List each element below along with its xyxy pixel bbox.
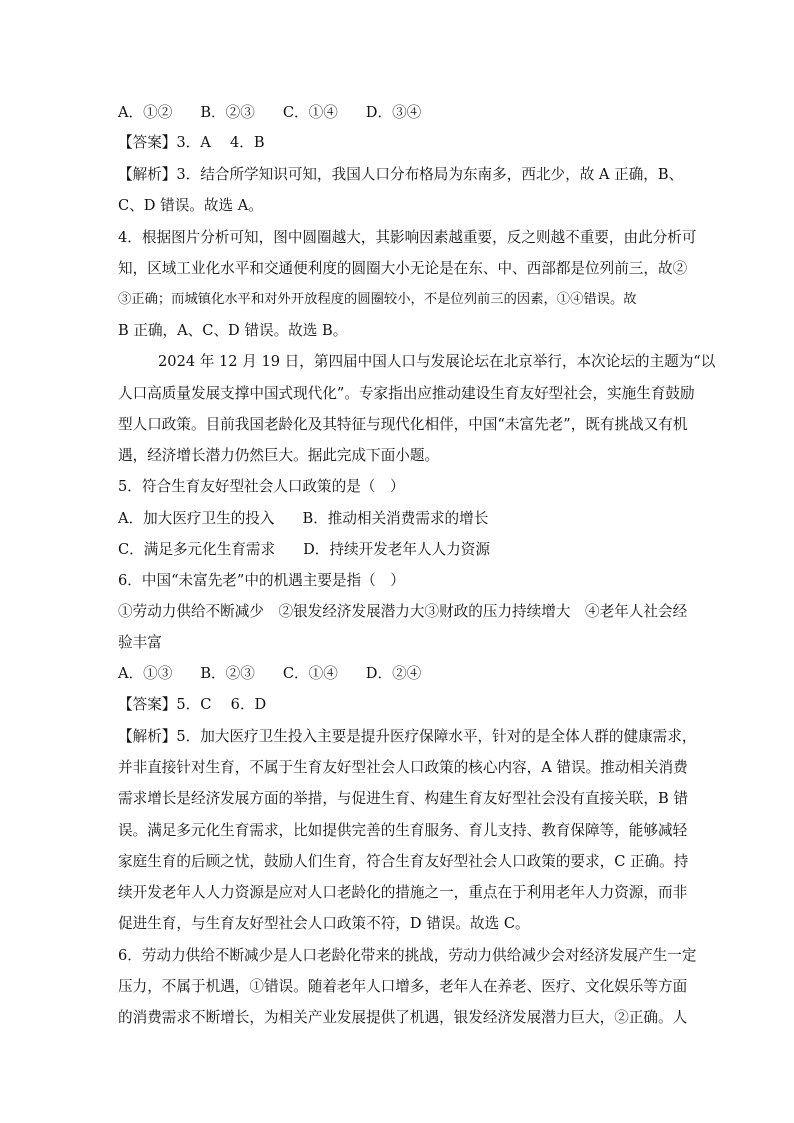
analysis-line: 家庭生育的后顾之忧，鼓励人们生育，符合生育友好型社会人口政策的要求，C 正确。持 xyxy=(118,853,689,870)
passage-line: 型人口政策。目前我国老龄化及其特征与现代化相伴，中国“未富先老”，既有挑战又有机 xyxy=(118,416,688,433)
option-d: D．③④ xyxy=(365,104,422,121)
analysis-line: 误。满足多元化生育需求，比如提供完善的生育服务、育儿支持、教育保障等，能够减轻 xyxy=(118,822,688,839)
analysis-line: 6．劳动力供给不断减少是人口老龄化带来的挑战，劳动力供给减少会对经济发展产生一定 xyxy=(118,947,697,964)
options-line-q6 xyxy=(118,664,421,684)
analysis-line: 压力，不属于机遇，①错误。随着老年人口增多，老年人在养老、医疗、文化娱乐等方面 xyxy=(118,978,688,995)
answer-line: 【答案】3．A 4．B xyxy=(118,134,265,151)
option-b: B．②③ xyxy=(200,665,255,682)
analysis-line: 促进生育，与生育友好型社会人口政策不符，D 错误。故选 C。 xyxy=(118,915,530,932)
option-d: D．持续开发老年人人力资源 xyxy=(303,541,490,558)
option-a: A．加大医疗卫生的投入 xyxy=(118,510,275,527)
analysis-line: 【解析】5．加大医疗卫生投入主要是提升医疗保障水平，针对的是全体人群的健康需求， xyxy=(118,728,697,745)
analysis-line: 需求增长是经济发展方面的举措，与促进生育、构建生育友好型社会没有直接关联，B 错 xyxy=(118,790,688,807)
question-6-statements: 验丰富 xyxy=(118,634,162,651)
options-line-q5-cd xyxy=(118,540,490,560)
passage-line: 遇，经济增长潜力仍然巨大。据此完成下面小题。 xyxy=(118,447,440,464)
passage-line: 人口高质量发展支撑中国式现代化”。专家指出应推动建设生育友好型社会，实施生育鼓励 xyxy=(118,385,695,402)
option-c: C．满足多元化生育需求 xyxy=(118,541,276,558)
question-5: 5．符合生育友好型社会人口政策的是（ ） xyxy=(118,478,405,495)
options-line-q1-2 xyxy=(118,103,421,123)
option-a: A．①② xyxy=(118,104,173,121)
analysis-line: C、D 错误。故选 A。 xyxy=(118,197,263,214)
analysis-line: 4．根据图片分析可知，图中圆圈越大，其影响因素越重要，反之则越不重要，由此分析可 xyxy=(118,229,697,246)
option-c: C．①④ xyxy=(282,104,338,121)
answer-line: 【答案】5．C 6．D xyxy=(118,696,267,713)
analysis-line: ③正确；而城镇化水平和对外开放程度的圆圈较小，不是位列前三的因素，①④错误。故 xyxy=(118,292,637,307)
question-6-statements: ①劳动力供给不断减少 ②银发经济发展潜力大③财政的压力持续增大 ④老年人社会经 xyxy=(118,603,688,620)
analysis-line: 【解析】3．结合所学知识可知，我国人口分布格局为东南多，西北少，故 A 正确，B、 xyxy=(118,166,684,183)
analysis-line: B 正确，A、C、D 错误。故选 B。 xyxy=(118,322,348,339)
option-b: B．推动相关消费需求的增长 xyxy=(302,510,489,527)
analysis-line: 并非直接针对生育，不属于生育友好型社会人口政策的核心内容，A 错误。推动相关消费 xyxy=(118,759,688,776)
analysis-line: 续开发老年人人力资源是应对人口老龄化的措施之一，重点在于利用老年人力资源，而非 xyxy=(118,884,688,901)
option-b: B．②③ xyxy=(200,104,255,121)
option-d: D．②④ xyxy=(365,665,422,682)
analysis-line: 的消费需求不断增长，为相关产业发展提供了机遇，银发经济发展潜力巨大，②正确。人 xyxy=(118,1009,688,1026)
analysis-line: 知，区域工业化水平和交通便利度的圆圈大小无论是在东、中、西部都是位列前三，故② xyxy=(118,260,688,277)
option-a: A．①③ xyxy=(118,665,173,682)
passage-line: 2024 年 12 月 19 日，第四届中国人口与发展论坛在北京举行，本次论坛的主题为“以 xyxy=(158,353,716,370)
question-6: 6．中国“未富先老”中的机遇主要是指（ ） xyxy=(118,572,405,589)
option-c: C．①④ xyxy=(282,665,338,682)
options-line-q5-ab xyxy=(118,509,488,529)
